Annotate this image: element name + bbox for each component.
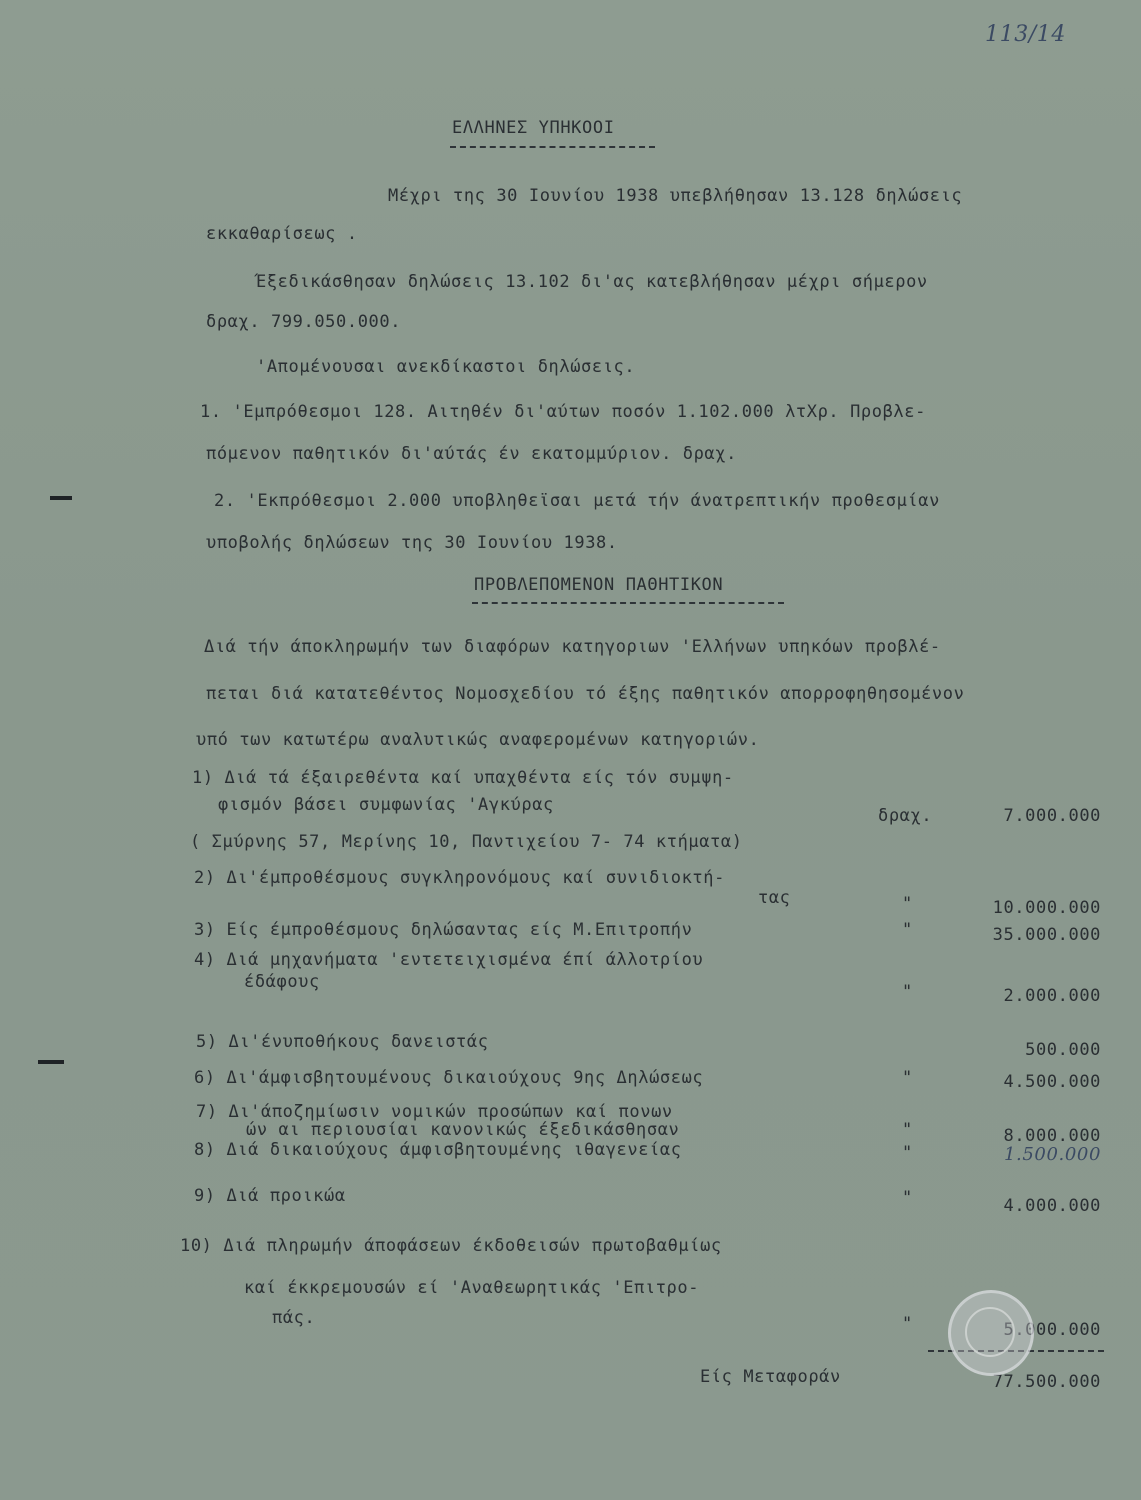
item-3-line: 3) Είς έμπροθέσμους δηλώσαντας είς Μ.Επιτροπήν	[194, 920, 693, 940]
item-1-amount: 7.000.000	[1003, 806, 1101, 826]
item-6-amount: 4.500.000	[1003, 1072, 1101, 1092]
item-10-unit: "	[902, 1314, 913, 1334]
item-7-line-2: ών αι περιουσίαι κανονικώς έξεδικάσθησαν	[246, 1120, 680, 1140]
paragraph-4-line-1: Διά τήν άποκληρωμήν των διαφόρων κατηγοριων 'Ελλήνων υπηκόων προβλέ-	[204, 637, 941, 657]
section-subtitle: ΠΡΟΒΛΕΠΟΜΕΝΟΝ ΠΑΘΗΤΙΚΟΝ	[474, 575, 724, 595]
item-3-unit: "	[902, 920, 913, 940]
margin-mark	[38, 1060, 64, 1064]
item-7-unit: "	[902, 1120, 913, 1140]
item-9-amount: 4.000.000	[1003, 1196, 1101, 1216]
item-2-unit: "	[902, 894, 913, 914]
item-9-line: 9) Διά προικώα	[194, 1186, 346, 1206]
item-1-line-1: 1) Διά τά έξαιρεθέντα καί υπαχθέντα είς τόν συμψη-	[192, 768, 734, 788]
paragraph-4-line-3: υπό των κατωτέρω αναλυτικώς αναφερομένων κατηγοριών.	[196, 730, 760, 750]
item-5-amount: 500.000	[1025, 1040, 1101, 1060]
item-7-amount: 8.000.000	[1003, 1126, 1101, 1146]
item-5-line: 5) Δι'ένυποθήκους δανειστάς	[196, 1032, 489, 1052]
item-8-line: 8) Διά δικαιούχους άμφισβητουμένης ιθαγενείας	[194, 1140, 682, 1160]
item-4-unit: "	[902, 982, 913, 1002]
title-underline	[450, 146, 655, 148]
item-1-unit: δραχ.	[878, 806, 933, 826]
pending-1-line-2: πόμενον παθητικόν δι'αύτάς έν εκατομμύριον. δραχ.	[206, 444, 737, 464]
item-10-line-2: καί έκκρεμουσών εί 'Αναθεωρητικάς 'Επιτρο-	[244, 1278, 700, 1298]
item-4-line-2: έδάφους	[244, 972, 320, 992]
carry-forward-label: Είς Μεταφοράν	[700, 1367, 841, 1387]
carry-forward-amount: 77.500.000	[992, 1372, 1101, 1392]
item-7-line-1: 7) Δι'άποζημίωσιν νομικών προσώπων καί πονων	[196, 1102, 673, 1122]
item-6-unit: "	[902, 1068, 913, 1088]
document-title: ΕΛΛΗΝΕΣ ΥΠΗΚΟΟΙ	[452, 118, 615, 138]
item-9-unit: "	[902, 1188, 913, 1208]
item-6-line: 6) Δι'άμφισβητουμένους δικαιούχους 9ης Δηλώσεως	[194, 1068, 704, 1088]
item-4-line-1: 4) Διά μηχανήματα 'εντετειχισμένα έπί άλλοτρίου	[194, 950, 704, 970]
intro-line-1: Μέχρι της 30 Ιουνίου 1938 υπεβλήθησαν 13.128 δηλώσεις	[388, 186, 963, 206]
paragraph-2-line-1: Έξεδικάσθησαν δηλώσεις 13.102 δι'ας κατεβλήθησαν μέχρι σήμερον	[256, 272, 928, 292]
archive-reference: 113/14	[985, 22, 1066, 47]
item-10-line-3: πάς.	[272, 1308, 316, 1328]
item-1-line-2: φισμόν βάσει συμφωνίας 'Αγκύρας	[218, 795, 554, 815]
item-10-amount: 5.000.000	[1003, 1320, 1101, 1340]
archive-seal-stamp	[948, 1290, 1034, 1376]
paragraph-2-line-2: δραχ. 799.050.000.	[206, 312, 402, 332]
item-2-amount: 10.000.000	[992, 898, 1101, 918]
item-2-line-2: τας	[758, 888, 791, 908]
item-8-amount: 1.500.000	[1003, 1144, 1101, 1165]
item-1-line-3: ( Σμύρνης 57, Μερίνης 10, Παντιχείου 7- 74 κτήματα)	[190, 832, 743, 852]
item-10-line-1: 10) Διά πληρωμήν άποφάσεων έκδοθεισών πρωτοβαθμίως	[180, 1236, 722, 1256]
intro-line-2: εκκαθαρίσεως .	[206, 224, 358, 244]
paragraph-4-line-2: πεται διά κατατεθέντος Νομοσχεδίου τό έξης παθητικόν απορροφηθησομένον	[206, 684, 965, 704]
pending-1-line-1: 1. 'Εμπρόθεσμοι 128. Αιτηθέν δι'αύτων ποσόν 1.102.000 λτΧρ. Προβλε-	[200, 402, 926, 422]
margin-mark	[50, 496, 72, 500]
pending-2-line-1: 2. 'Εκπρόθεσμοι 2.000 υποβληθεϊσαι μετά τήν άνατρεπτικήν προθεσμίαν	[214, 491, 940, 511]
paragraph-3: 'Απομένουσαι ανεκδίκαστοι δηλώσεις.	[256, 357, 636, 377]
pending-2-line-2: υποβολής δηλώσεων της 30 Ιουνίου 1938.	[206, 533, 618, 553]
item-3-amount: 35.000.000	[992, 925, 1101, 945]
item-2-line-1: 2) Δι'έμπροθέσμους συγκληρονόμους καί συνιδιοκτή-	[194, 868, 725, 888]
item-4-amount: 2.000.000	[1003, 986, 1101, 1006]
item-8-unit: "	[902, 1143, 913, 1163]
subtitle-underline	[472, 602, 784, 604]
